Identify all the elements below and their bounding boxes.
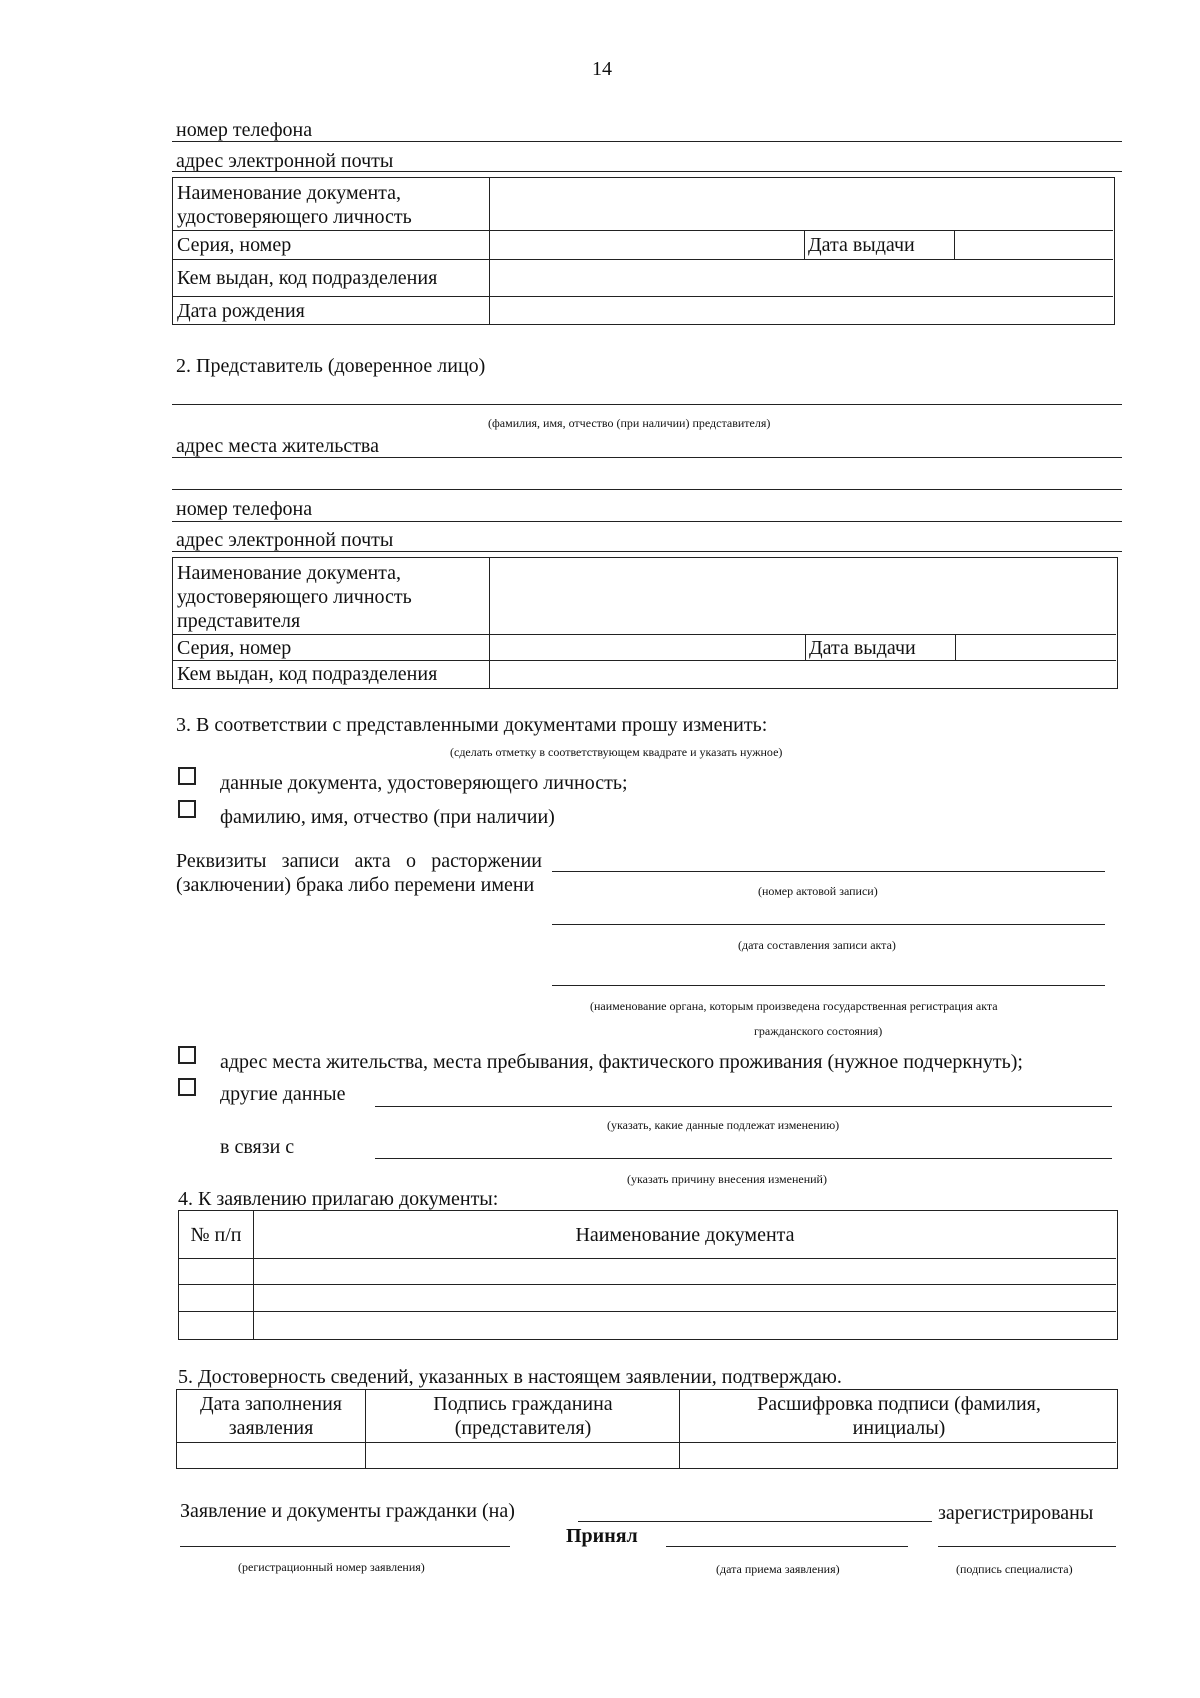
checkbox-doc-data[interactable] (178, 767, 196, 785)
option-fio-label: фамилию, имя, отчество (при наличии) (220, 806, 555, 828)
reason-line[interactable] (375, 1158, 1112, 1159)
checkbox-address[interactable] (178, 1046, 196, 1064)
doc-name-label: Наименование документа, удостоверяющего личность (177, 182, 412, 228)
signature-hint: (подпись специалиста) (956, 1562, 1073, 1576)
col-date-header: Дата заполнения заявления (200, 1393, 342, 1439)
representative-email-label: адрес электронной почты (176, 529, 394, 551)
reg-number-hint: (регистрационный номер заявления) (238, 1560, 425, 1574)
footer-statement: Заявление и документы гражданки (на) (180, 1500, 515, 1522)
decode-field[interactable] (681, 1443, 1116, 1468)
representative-fio-line[interactable] (172, 404, 1122, 405)
representative-doc-table (172, 557, 1118, 689)
representative-address-line-2[interactable] (172, 489, 1122, 490)
act-record-label: Реквизиты записи акта о расторжении (заключении) брака либо перемени имени (176, 850, 542, 896)
phone-label: номер телефона (176, 119, 313, 141)
table-row[interactable] (179, 1259, 1116, 1284)
doc-name-field[interactable] (491, 178, 1111, 230)
representative-email-line[interactable] (172, 551, 1122, 552)
birth-date-label: Дата рождения (177, 300, 305, 322)
option-address-label: адрес места жительства, места пребывания, фактического проживания (нужное подчеркнуть); (220, 1051, 1023, 1073)
accept-date-hint: (дата приема заявления) (716, 1562, 840, 1576)
rep-issue-date-label: Дата выдачи (809, 637, 916, 659)
act-number-line[interactable] (552, 871, 1105, 872)
specialist-signature-line[interactable] (938, 1546, 1116, 1547)
section5-heading: 5. Достоверность сведений, указанных в настоящем заявлении, подтверждаю. (178, 1366, 842, 1388)
section2-heading: 2. Представитель (доверенное лицо) (176, 355, 486, 377)
act-org-hint-2: гражданского состояния) (754, 1024, 883, 1038)
representative-phone-label: номер телефона (176, 498, 313, 520)
date-field[interactable] (177, 1443, 365, 1468)
option-doc-data-label: данные документа, удостоверяющего личность; (220, 772, 628, 794)
act-date-hint: (дата составления записи акта) (738, 938, 896, 952)
email-line[interactable] (172, 171, 1122, 172)
birth-date-field[interactable] (491, 297, 1111, 324)
table-row[interactable] (179, 1312, 1116, 1339)
col-decode-header: Расшифровка подписи (фамилия, инициалы) (757, 1393, 1041, 1439)
issue-date-field[interactable] (956, 231, 1111, 259)
col-sign-header: Подпись гражданина (представителя) (433, 1393, 613, 1439)
issue-date-label: Дата выдачи (808, 234, 915, 256)
table-row[interactable] (179, 1285, 1116, 1311)
reason-hint: (указать причину внесения изменений) (627, 1172, 827, 1186)
section3-heading: 3. В соответствии с представленными документами прошу изменить: (176, 714, 768, 736)
representative-address-label: адрес места жительства (176, 435, 379, 457)
page-number: 14 (592, 58, 612, 80)
act-org-line[interactable] (552, 985, 1105, 986)
rep-series-field[interactable] (491, 635, 804, 660)
other-data-line[interactable] (375, 1106, 1112, 1107)
rep-issue-date-field[interactable] (957, 635, 1115, 660)
act-org-hint-1: (наименование органа, которым произведена государственная регистрация акта (590, 999, 998, 1013)
accept-date-line[interactable] (666, 1546, 908, 1547)
email-label: адрес электронной почты (176, 150, 394, 172)
issued-by-field[interactable] (491, 260, 1111, 296)
rep-doc-name-field[interactable] (491, 558, 1115, 634)
option-other-label: другие данные (220, 1083, 346, 1105)
representative-fio-hint: (фамилия, имя, отчество (при наличии) представителя) (488, 416, 771, 430)
act-date-line[interactable] (552, 924, 1105, 925)
checkbox-fio[interactable] (178, 800, 196, 818)
act-number-hint: (номер актовой записи) (758, 884, 878, 898)
confirmation-table (176, 1389, 1118, 1469)
issued-by-label: Кем выдан, код подразделения (177, 267, 438, 289)
attached-docs-table (178, 1210, 1118, 1340)
col-num-header: № п/п (190, 1224, 242, 1246)
series-field[interactable] (491, 231, 803, 259)
signature-field[interactable] (367, 1443, 679, 1468)
section3-hint: (сделать отметку в соответствующем квадрате и указать нужное) (450, 745, 783, 759)
rep-issued-by-field[interactable] (491, 661, 1115, 688)
representative-address-line-1[interactable] (172, 457, 1122, 458)
citizen-name-line[interactable] (578, 1521, 932, 1522)
section4-heading: 4. К заявлению прилагаю документы: (178, 1188, 499, 1210)
col-name-header: Наименование документа (575, 1224, 795, 1246)
series-label: Серия, номер (177, 234, 292, 256)
checkbox-other[interactable] (178, 1078, 196, 1096)
registered-label: зарегистрированы (938, 1502, 1094, 1524)
accepted-label: Принял (566, 1525, 638, 1547)
phone-line[interactable] (172, 141, 1122, 142)
representative-phone-line[interactable] (172, 521, 1122, 522)
reason-label: в связи с (220, 1136, 295, 1158)
rep-doc-name-label: Наименование документа, удостоверяющего личность представителя (177, 562, 412, 632)
rep-issued-by-label: Кем выдан, код подразделения (177, 663, 438, 685)
applicant-doc-table (172, 177, 1115, 325)
reg-number-line[interactable] (180, 1546, 510, 1547)
other-data-hint: (указать, какие данные подлежат изменению) (607, 1118, 840, 1132)
rep-series-label: Серия, номер (177, 637, 292, 659)
